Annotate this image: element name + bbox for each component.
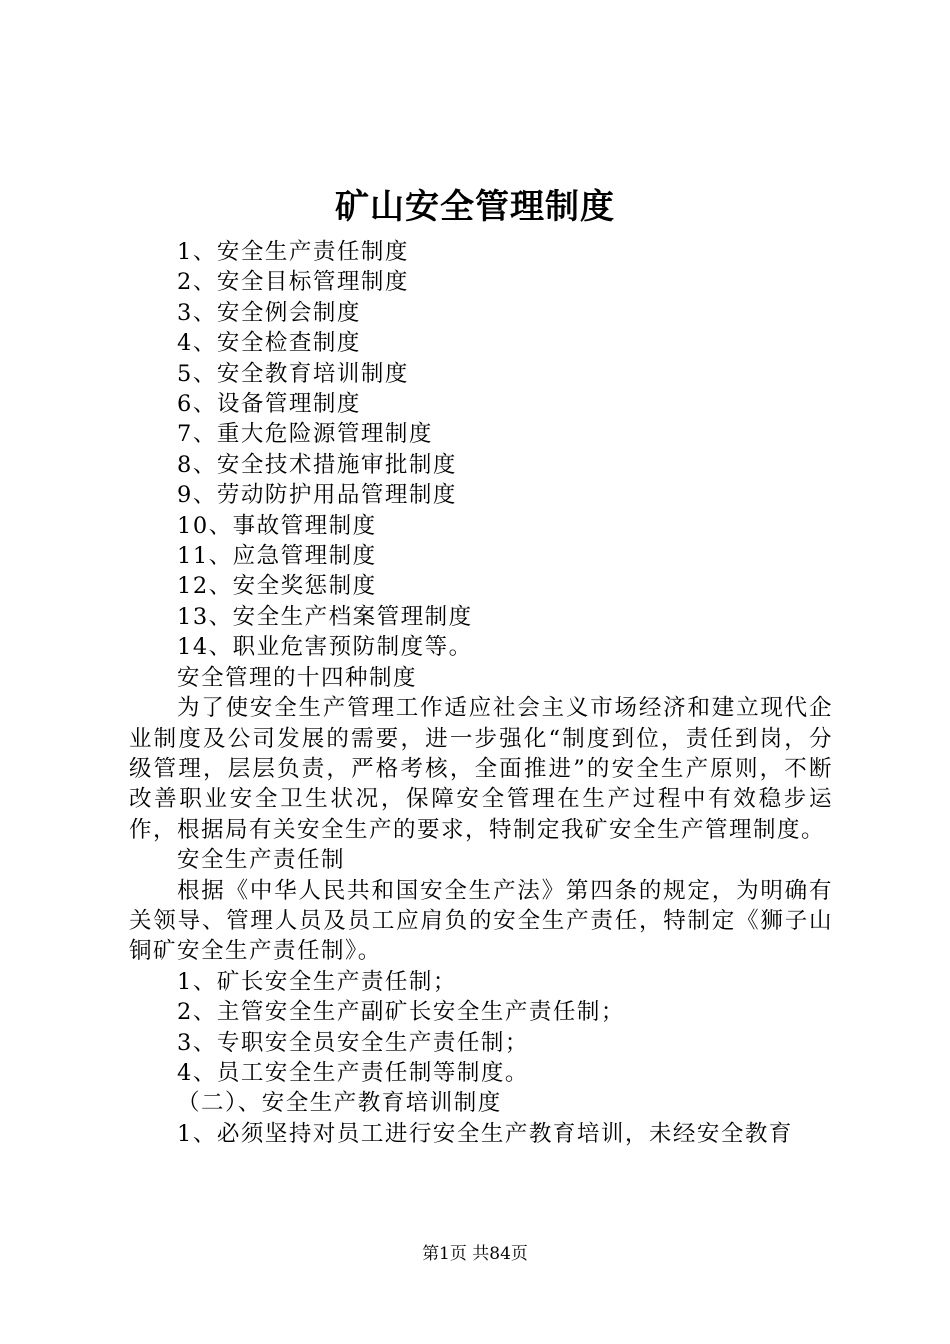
responsibility-item: 1、矿长安全生产责任制； — [177, 968, 457, 995]
responsibility-paragraph: 根据《中华人民共和国安全生产法》第四条的规定，为明确有关领导、管理人员及员工应肩负的安全生产责任，特制定《狮子山铜矿安全生产责任制》。 — [129, 877, 833, 965]
section-heading-responsibility: 安全生产责任制 — [177, 847, 346, 874]
document-body — [129, 237, 833, 1149]
responsibility-item: 3、专职安全员安全生产责任制； — [177, 1029, 529, 1056]
list-item: 2、安全目标管理制度 — [177, 269, 409, 296]
list-item: 3、安全例会制度 — [177, 299, 361, 326]
responsibility-item: 4、员工安全生产责任制等制度。 — [177, 1059, 529, 1086]
responsibility-item: 2、主管安全生产副矿长安全生产责任制； — [177, 999, 625, 1026]
list-item: 6、设备管理制度 — [177, 391, 361, 418]
section-two-item: 1、必须坚持对员工进行安全生产教育培训，未经安全教育 — [177, 1120, 793, 1147]
list-item: 8、安全技术措施审批制度 — [177, 451, 457, 478]
list-item: 9、劳动防护用品管理制度 — [177, 482, 457, 509]
list-item: 13、安全生产档案管理制度 — [177, 603, 473, 630]
list-item: 12、安全奖惩制度 — [177, 573, 377, 600]
list-item: 4、安全检查制度 — [177, 330, 361, 357]
page-title: 矿山安全管理制度 — [335, 187, 615, 227]
list-item: 5、安全教育培训制度 — [177, 360, 409, 387]
section-two-heading: （二）、安全生产教育培训制度 — [177, 1090, 502, 1117]
list-item: 11、应急管理制度 — [177, 543, 377, 570]
page-footer: 第1页 共84页 — [422, 1244, 528, 1264]
section-heading-fourteen: 安全管理的十四种制度 — [177, 664, 418, 691]
list-item: 7、重大危险源管理制度 — [177, 421, 433, 448]
list-item: 10、事故管理制度 — [177, 512, 377, 539]
list-item: 14、职业危害预防制度等。 — [177, 634, 473, 661]
intro-paragraph: 为了使安全生产管理工作适应社会主义市场经济和建立现代企业制度及公司发展的需要，进一步强化“制度到位，责任到岗，分级管理，层层负责，严格考核，全面推进”的安全生产原则，不断改善职业安全卫生状况，保障安全管理在生产过程中有效稳步运作，根据局有关安全生产的要求，特制定我矿安全生产管理制度。 — [129, 695, 833, 843]
list-item: 1、安全生产责任制度 — [177, 239, 409, 265]
